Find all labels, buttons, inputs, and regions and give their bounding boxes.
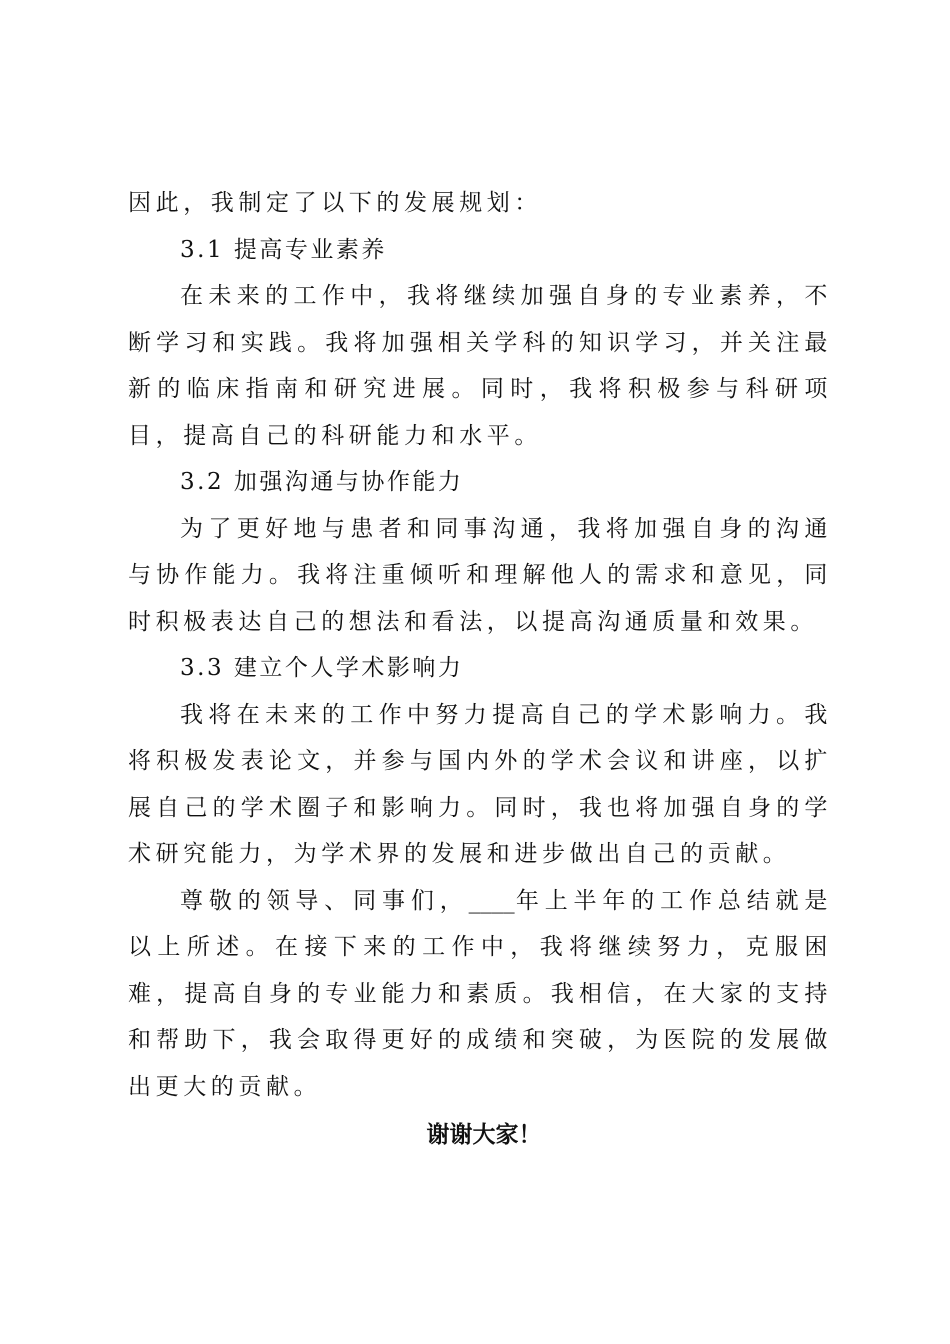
section-heading-3-1: 3.1 提高专业素养: [180, 236, 387, 263]
conclusion-text-end: 年上半年的工作总结就是以上所述。在接下来的工作中，我将继续努力，克服困难，提高自身的专业能力和素质。我相信，在大家的支持和帮助下，我会取得更好的成绩和突破，为医院的发展做出更大的贡献。: [128, 887, 833, 1100]
section-body-3-1: 在未来的工作中，我将继续加强自身的专业素养，不断学习和实践。我将加强相关学科的知识学习，并关注最新的临床指南和研究进展。同时，我将积极参与科研项目，提高自己的科研能力和水平。: [128, 283, 832, 449]
section-heading-3-3: 3.3 建立个人学术影响力: [180, 655, 464, 681]
closing-thanks: 谢谢大家！: [426, 1121, 542, 1148]
intro-paragraph: 因此，我制定了以下的发展规划：: [128, 190, 542, 216]
conclusion-paragraph: [128, 878, 832, 1111]
section-body-3-3: 我将在未来的工作中努力提高自己的学术影响力。我将积极发表论文，并参与国内外的学术会议和讲座，以扩展自己的学术圈子和影响力。同时，我也将加强自身的学术研究能力，为学术界的发展和进步做出自己的贡献。: [128, 701, 832, 867]
document-body: [128, 180, 832, 1159]
section-body-3-2: 为了更好地与患者和同事沟通，我将加强自身的沟通与协作能力。我将注重倾听和理解他人的需求和意见，同时积极表达自己的想法和看法，以提高沟通质量和效果。: [128, 515, 832, 635]
conclusion-text-start: 尊敬的领导、同事们，: [180, 887, 469, 914]
year-blank: ____: [468, 887, 515, 914]
section-heading-3-2: 3.2 加强沟通与协作能力: [180, 469, 464, 495]
